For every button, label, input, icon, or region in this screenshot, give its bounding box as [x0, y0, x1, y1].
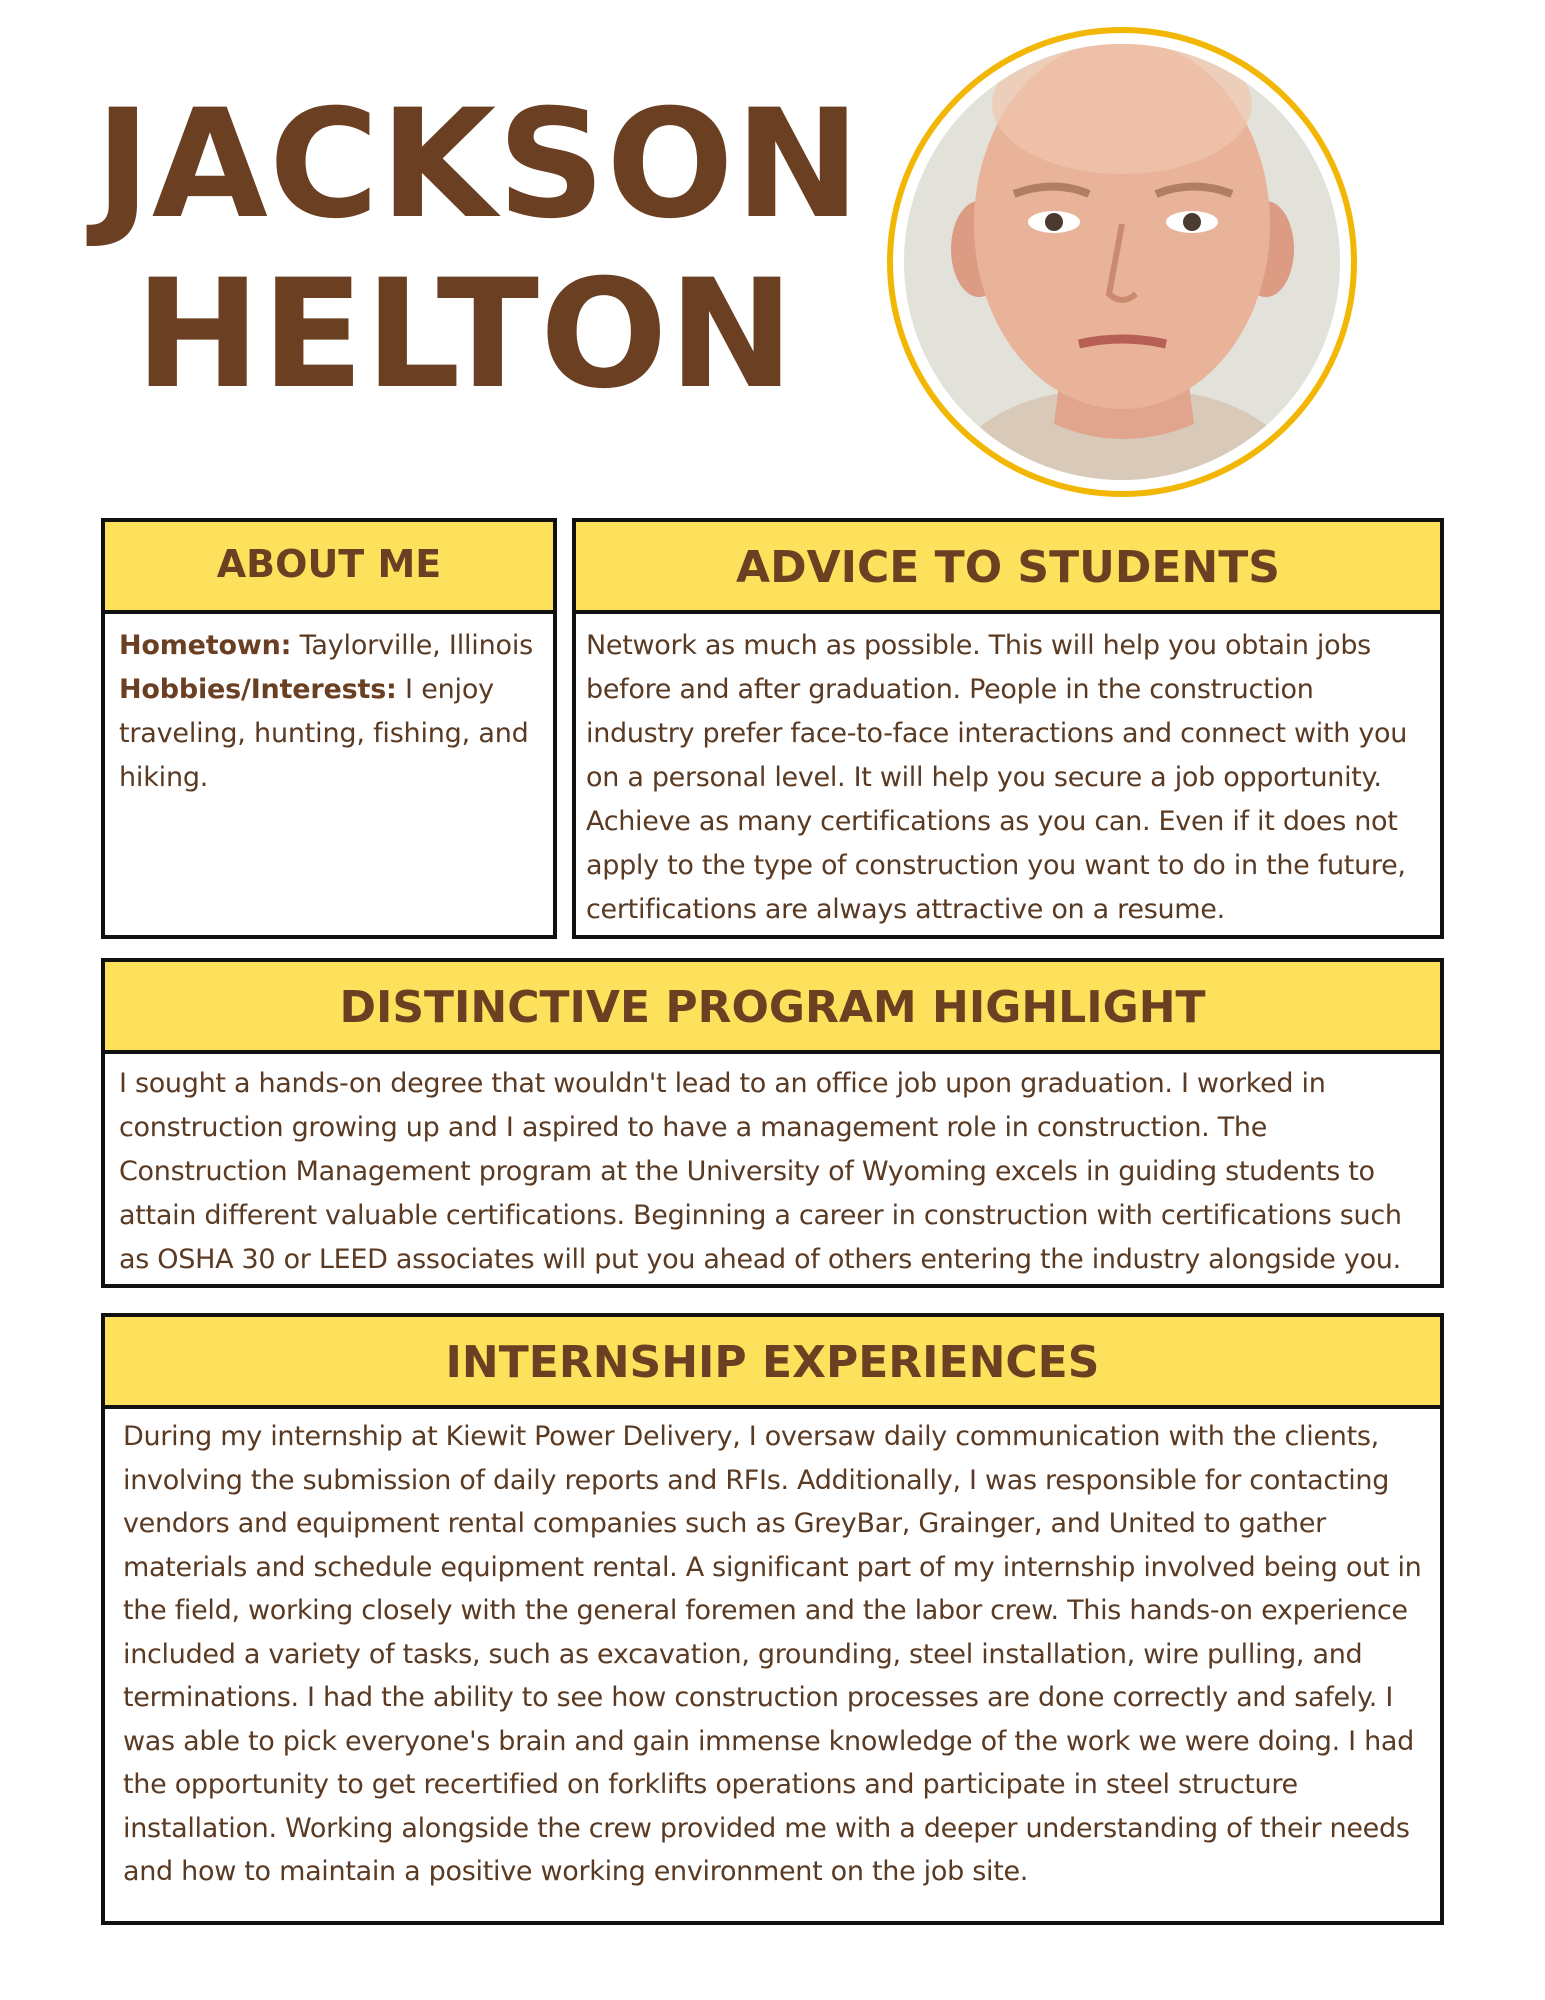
about-me-title: ABOUT ME — [105, 522, 553, 614]
program-highlight-section — [101, 958, 1444, 1288]
last-name: HELTON — [134, 248, 796, 422]
internship-body: During my internship at Kiewit Power Delivery, I oversaw daily communication with the clients, involving the submission of daily reports and RFIs. Additionally, I was responsible for contacting vendors and equipment rental companies such as GreyBar, Grainger, and United to gather materials and schedule equipment rental. A significant part of my internship involved being out in the field, working closely with the general foremen and the labor crew. This hands-on experience included a variety of tasks, such as excavation, grounding, steel installation, wire pulling, and terminations. I had the ability to see how construction processes are done correctly and safely. I was able to pick everyone's brain and gain immense knowledge of the work we were doing. I had the opportunity to get recertified on forklifts operations and participate in steel structure installation. Working alongside the crew provided me with a deeper understanding of their needs and how to maintain a positive working environment on the job site. — [123, 1421, 1422, 1887]
profile-photo — [904, 44, 1340, 480]
advice-title: ADVICE TO STUDENTS — [576, 522, 1440, 614]
first-name: JACKSON — [95, 78, 862, 252]
internship-title: INTERNSHIP EXPERIENCES — [105, 1317, 1440, 1409]
advice-section — [572, 518, 1444, 939]
advice-body: Network as much as possible. This will help you obtain jobs before and after graduation. People in the construction industry prefer face-to-face interactions and connect with you on a personal level. It will help you secure a job opportunity. Achieve as many certifications as you can. Even if it does not apply to the type of construction you want to do in the future, certifications are always attractive on a resume. — [586, 630, 1408, 925]
hometown-value: Taylorville, Illinois — [291, 630, 533, 661]
hobbies-value: I enjoy traveling, hunting, fishing, and hiking. — [119, 674, 529, 793]
program-highlight-title: DISTINCTIVE PROGRAM HIGHLIGHT — [105, 962, 1440, 1054]
hobbies-label: Hobbies/Interests: — [119, 674, 397, 705]
person-name — [95, 78, 862, 422]
portrait-photo-icon — [904, 44, 1340, 480]
about-me-section — [101, 518, 557, 939]
hometown-label: Hometown: — [119, 630, 292, 661]
profile-photo-frame — [887, 27, 1357, 497]
about-me-body — [105, 614, 553, 810]
internship-section — [101, 1313, 1444, 1925]
program-highlight-body: I sought a hands-on degree that wouldn't lead to an office job upon graduation. I worked in construction growing up and I aspired to have a management role in construction. The Construction Management program at the University of Wyoming excels in guiding students to attain different valuable certifications. Beginning a career in construction with certifications such as OSHA 30 or LEED associates will put you ahead of others entering the industry alongside you. — [119, 1068, 1402, 1275]
